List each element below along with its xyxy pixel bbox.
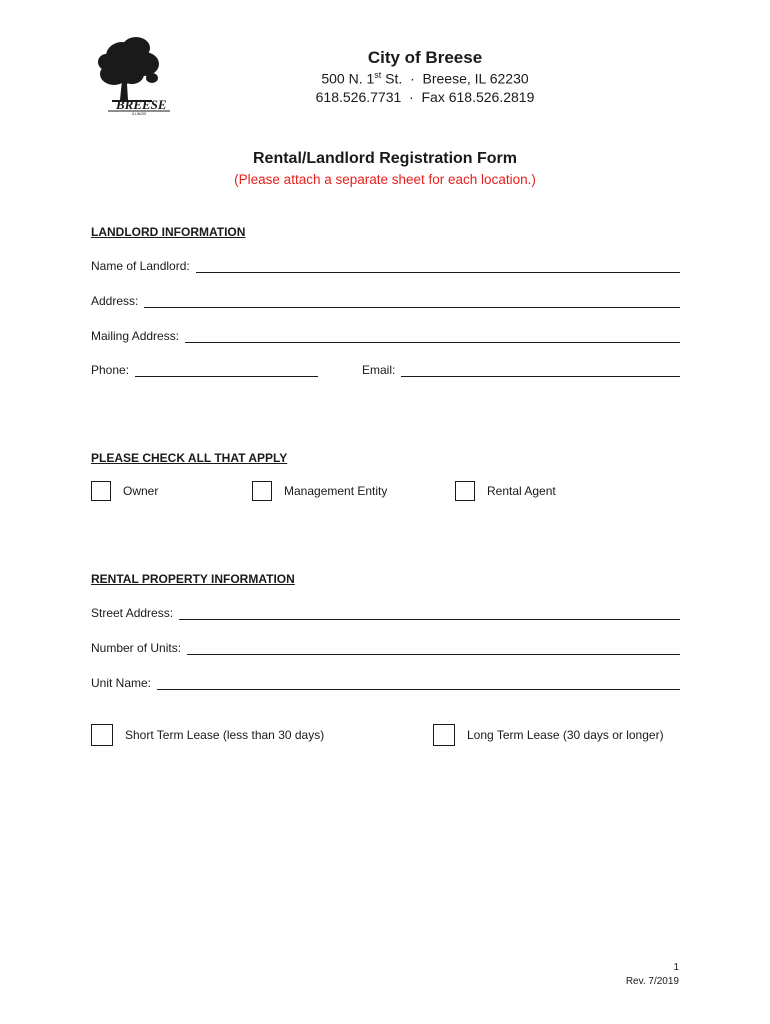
page-number: 1 (673, 962, 679, 973)
landlord-name-field[interactable] (91, 259, 680, 273)
number-of-units-label: Number of Units: (91, 641, 182, 655)
address-field[interactable] (91, 294, 680, 308)
number-of-units-line[interactable] (187, 641, 680, 655)
management-entity-label: Management Entity (284, 484, 388, 498)
short-term-lease-option[interactable] (91, 724, 324, 746)
email-field[interactable] (362, 363, 680, 377)
management-entity-checkbox-option[interactable] (252, 481, 387, 501)
street-address-label: Street Address: (91, 606, 174, 620)
owner-label: Owner (123, 484, 159, 498)
phone-line[interactable] (135, 363, 318, 377)
address-ordinal: st (374, 70, 382, 80)
long-term-lease-checkbox[interactable] (433, 724, 455, 746)
landlord-name-label: Name of Landlord: (91, 259, 190, 273)
check-section-heading: PLEASE CHECK ALL THAT APPLY (91, 451, 288, 465)
form-subtitle: (Please attach a separate sheet for each location.) (234, 172, 536, 187)
address-label: Address: (91, 294, 139, 308)
logo-wordmark: BREESE (116, 97, 167, 112)
owner-checkbox-option[interactable] (91, 481, 158, 501)
address-line[interactable] (144, 294, 680, 308)
long-term-lease-option[interactable] (433, 724, 664, 746)
street-address-line[interactable] (179, 606, 680, 620)
number-of-units-field[interactable] (91, 641, 680, 655)
phone-field[interactable] (91, 363, 318, 377)
page-footer (626, 961, 679, 989)
unit-name-label: Unit Name: (91, 676, 152, 690)
mailing-address-line[interactable] (185, 329, 680, 343)
owner-checkbox[interactable] (91, 481, 111, 501)
management-entity-checkbox[interactable] (252, 481, 272, 501)
address-prefix: 500 N. 1 (321, 70, 375, 87)
email-line[interactable] (401, 363, 680, 377)
city-address (40, 70, 770, 87)
landlord-section-heading: LANDLORD INFORMATION (91, 225, 246, 239)
long-term-lease-label: Long Term Lease (30 days or longer) (467, 728, 664, 742)
rental-agent-checkbox[interactable] (455, 481, 475, 501)
property-section-heading: RENTAL PROPERTY INFORMATION (91, 572, 295, 586)
address-suffix: St. · Breese, IL 62230 (381, 70, 529, 87)
landlord-name-line[interactable] (196, 259, 680, 273)
mailing-address-label: Mailing Address: (91, 329, 180, 343)
revision-date: Rev. 7/2019 (625, 976, 679, 987)
rental-agent-checkbox-option[interactable] (455, 481, 556, 501)
short-term-lease-label: Short Term Lease (less than 30 days) (125, 728, 325, 742)
form-title: Rental/Landlord Registration Form (252, 150, 517, 167)
unit-name-line[interactable] (157, 676, 680, 690)
mailing-address-field[interactable] (91, 329, 680, 343)
unit-name-field[interactable] (91, 676, 680, 690)
rental-agent-label: Rental Agent (487, 484, 556, 498)
logo-subtext: ILLINOIS (132, 112, 147, 116)
email-label: Email: (362, 363, 396, 377)
city-phone: 618.526.7731 · Fax 618.526.2819 (315, 89, 535, 105)
phone-label: Phone: (91, 363, 130, 377)
city-name: City of Breese (367, 48, 483, 67)
street-address-field[interactable] (91, 606, 680, 620)
short-term-lease-checkbox[interactable] (91, 724, 113, 746)
